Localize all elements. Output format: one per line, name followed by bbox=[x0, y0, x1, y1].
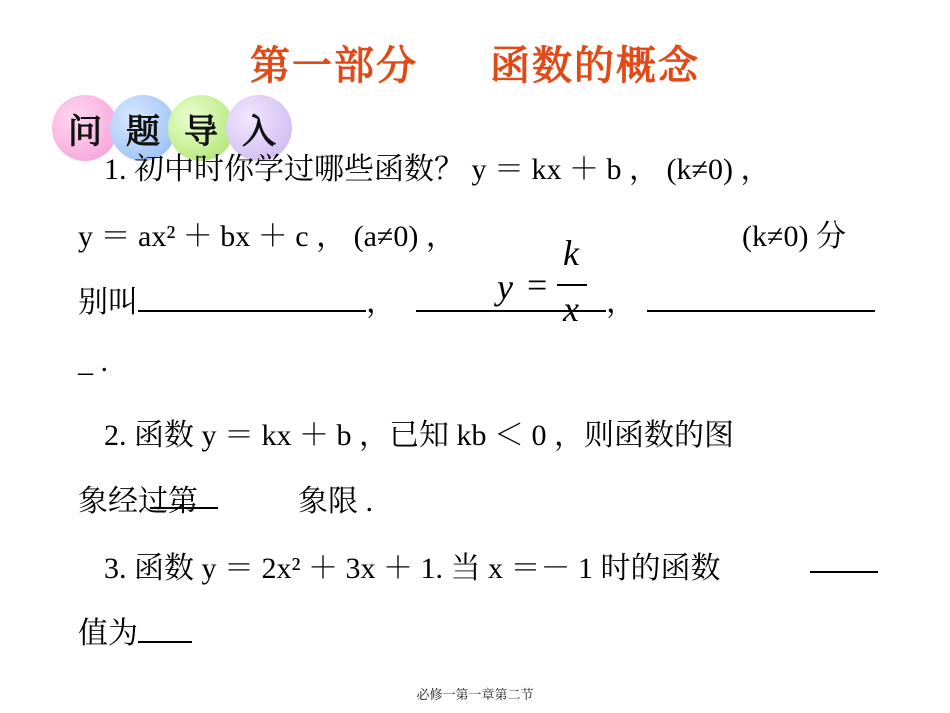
title-part2: 函数的概念 bbox=[490, 43, 700, 89]
footer-caption: 必修一第一章第二节 bbox=[416, 688, 534, 703]
formula-numerator: k bbox=[563, 233, 579, 273]
answer-blank-1[interactable] bbox=[138, 280, 366, 312]
answer-blank-5[interactable] bbox=[810, 541, 878, 573]
answer-blank-6[interactable] bbox=[138, 611, 192, 643]
q1-line2b: (k≠0) 分 bbox=[742, 220, 846, 253]
q3-line1: 3. 函数 y ＝ 2x² ＋ 3x ＋ 1. 当 x ＝－ 1 时的函数 bbox=[104, 552, 721, 585]
answer-blank-4[interactable] bbox=[150, 477, 218, 509]
badge-bubble-4: 入 bbox=[226, 95, 292, 161]
page-title bbox=[0, 34, 950, 91]
q2-line1: 2. 函数 y ＝ kx ＋ b ，已知 kb ＜ 0 ，则函数的图 bbox=[104, 419, 734, 452]
badge-bubble-3: 导 bbox=[168, 95, 234, 161]
q1-line1: 1. 初中时你学过哪些函数？ y ＝ kx ＋ b ， (k≠0) ， bbox=[104, 153, 771, 186]
badge-bubble-2: 题 bbox=[110, 95, 176, 161]
title-part1: 第一部分 bbox=[250, 43, 418, 89]
answer-blank-2[interactable] bbox=[416, 280, 606, 312]
q1-sep2: ， bbox=[606, 286, 636, 319]
q1-line3 bbox=[78, 277, 396, 321]
q1-line2a: y ＝ ax² ＋ bx ＋ c ， (a≠0) ， bbox=[78, 220, 456, 253]
q2-line2b: 象限 . bbox=[298, 485, 373, 518]
badge-bubble-1: 问 bbox=[52, 95, 118, 161]
formula-y: y bbox=[497, 267, 513, 307]
q1-sep1: ， bbox=[366, 286, 396, 319]
q2-line2a: 象经过第 bbox=[78, 485, 198, 518]
answer-blank-3[interactable] bbox=[647, 280, 875, 312]
formula-equals: = bbox=[527, 265, 548, 305]
formula-denominator: x bbox=[563, 289, 579, 329]
q3-line2-label: 值为 bbox=[78, 617, 138, 650]
q3-line2 bbox=[78, 608, 192, 652]
q1-line4: _ . bbox=[78, 345, 108, 378]
q1-line3-prefix: 别叫 bbox=[78, 286, 138, 319]
